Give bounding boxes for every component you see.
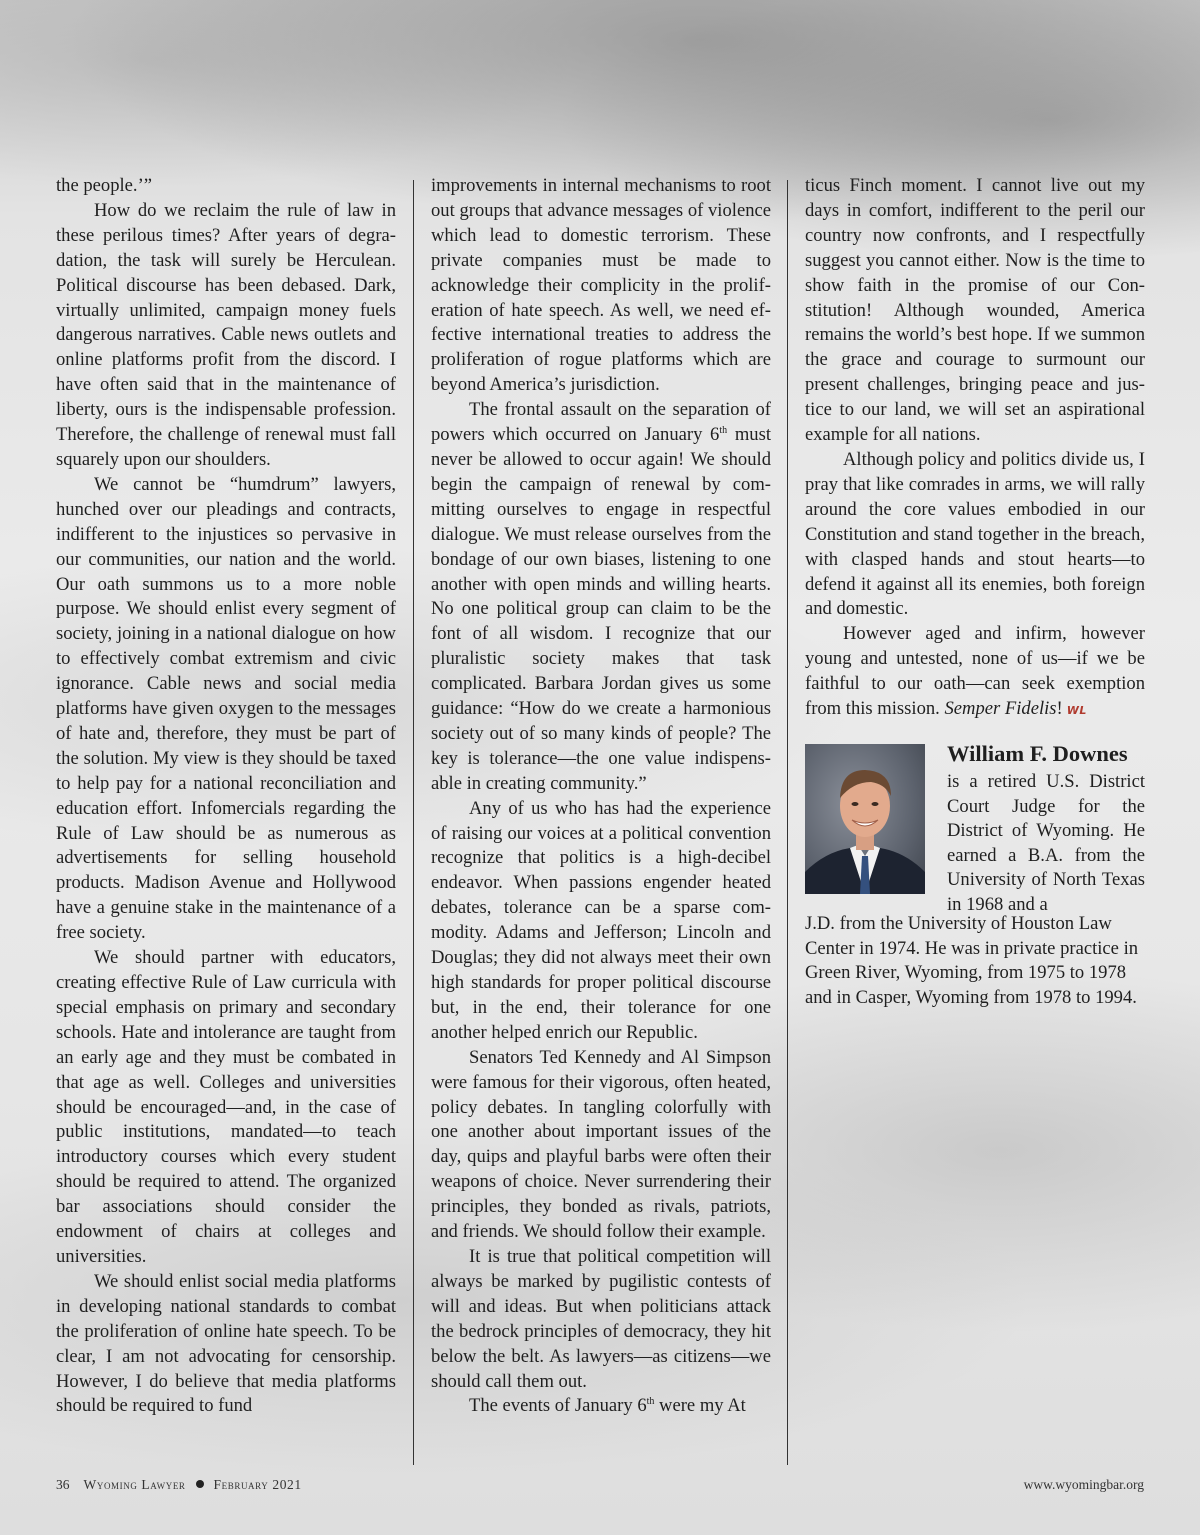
page-number: 36 [56,1477,70,1492]
bio-text-continued: J.D. from the University of Houston Law Center in 1974. He was in private practice in Green River, Wyoming, from 1975 to 1978 and in Casper, Wyoming from 1978 to 1994. [805,913,1139,1008]
column-divider [413,180,414,1465]
paragraph: We should enlist social media platforms in developing national standards to combat the proliferation of online hate speech. To be clear, I am not advocating for censorship. However, I do believe that media platforms should be required to fund [56,1270,396,1417]
paragraph: However aged and infirm, however young and untested, none of us—if we be faithful to our oath—can seek exemption from this mission. Semper Fidelis! WL [805,623,1145,720]
paragraph: Any of us who has had the experience of raising our voices at a political convention recognize that politics is a high-decibel endeavor. When passions engender heated debates, tolerance can be a sparse commodity. Adams and Jefferson; Lincoln and Douglas; they did not always meet their own high standards for proper political discourse but, in the end, their tolerance for one another helped enrich our Republic. [431,797,771,1043]
footer-left [56,1477,302,1493]
bullet-icon [196,1480,204,1488]
paragraph: The events of January 6th were my At [469,1395,746,1417]
author-photo [805,744,925,894]
bio-text: is a retired U.S. District Court Judge for the District of Wyoming. He earned a B.A. from the University of North Texas in 1968 and a [947,771,1145,915]
article-column-2 [431,174,771,1419]
paragraph: It is true that political competition will always be marked by pugilistic contests of will and ideas. But when politicians attack the bedrock principles of democracy, they hit below the belt. As lawyers—as citizens—we should call them out. [431,1245,771,1392]
article-column-3 [805,174,1145,724]
paragraph: Senators Ted Kennedy and Al Simpson were famous for their vigorous, often heated, policy debates. In tangling colorfully with one another about important issues of the day, quips and playful barbs were often their weapons of choice. Never surrendering their principles, they bonded as rivals, patriots, and friends. We should follow their example. [431,1046,771,1243]
end-mark: WL [1066,704,1087,718]
issue-date: February 2021 [213,1477,302,1492]
paragraph: ticus Finch moment. I cannot live out my days in comfort, indifferent to the peril our country now confronts, and I respectfully suggest you cannot either. Now is the time to show faith in the promise of our Constitution! Although wounded, America remains the world’s best hope. If we summon the grace and courage to surmount our present challenges, bringing peace and justice to our land, we will set an aspirational example for all nations. [805,175,1145,446]
website-link[interactable]: www.wyomingbar.org [1023,1477,1144,1492]
paragraph: How do we reclaim the rule of law in these perilous times? After years of degradation, the task will surely be Herculean. Political discourse has been debased. Dark, virtually unlimited, campaign money fuels dangerous narratives. Cable news outlets and online platforms profit from the discord. I have often said that in the maintenance of liberty, ours is the indispensable profession. Therefore, the challenge of renewal must fall squarely upon our shoulders. [56,199,396,470]
paragraph: Although policy and politics divide us, I pray that like comrades in arms, we will rally around the core values embodied in our Constitution and stand together in the breach, with clasped hands and stout hearts—to defend it against all its enemies, both foreign and domestic. [805,448,1145,620]
paragraph: We cannot be “humdrum” lawyers, hunched over our pleadings and contracts, indifferent to the injustices so pervasive in our communities, our nation and the world. Our oath summons us to a more noble purpose. We should enlist every segment of society, joining in a national dialogue on how to effectively combat extremism and civic ignorance. Cable news and social media platforms have given oxygen to the messages of hate and, therefore, they must be part of the solution. My view is they should be taxed to help pay for a national reconciliation and education effort. Infomercials regarding the Rule of Law should be as numerous as advertisements for selling household products. Madison Avenue and Hollywood have a genuine stake in the maintenance of a free society. [56,473,396,944]
article-column-1 [56,174,396,1419]
author-name: William F. Downes [947,741,1128,766]
paragraph: We should partner with educators, creating effective Rule of Law curricula with special emphasis on primary and secondary schools. Hate and intolerance are taught from an early age and they must be combated in that age as well. Colleges and universities should be encouraged—and, in the case of public institutions, mandated—to teach introductory courses which every student should be required to attend. The organized bar associations should consider the endowment of chairs at colleges and universities. [56,947,396,1267]
column-divider [787,180,788,1465]
paragraph: improvements in internal mechanisms to root out groups that advance messages of violence which lead to domestic terrorism. These private companies must be made to acknowledge their complicity in the proliferation of hate speech. As well, we need effective international treaties to address the proliferation of rogue platforms which are beyond America’s jurisdiction. [431,175,771,396]
paragraph: The frontal assault on the separation of powers which occurred on January 6th must never be allowed to occur again! We should begin the campaign of renewal by committing ourselves to engage in respectful dialogue. We must release ourselves from the bondage of our own biases, listening to one another with open minds and willing hearts. No one political group can claim to be the font of all wisdom. I recognize that our pluralistic society makes that task complicated. Barbara Jordan gives us some guidance: “How do we create a harmonious society out of so many kinds of people? The key is tolerance—the one value indispensable in creating community.” [431,399,771,794]
paragraph: the people.’” [56,175,153,196]
magazine-title: Wyoming Lawyer [83,1477,186,1492]
